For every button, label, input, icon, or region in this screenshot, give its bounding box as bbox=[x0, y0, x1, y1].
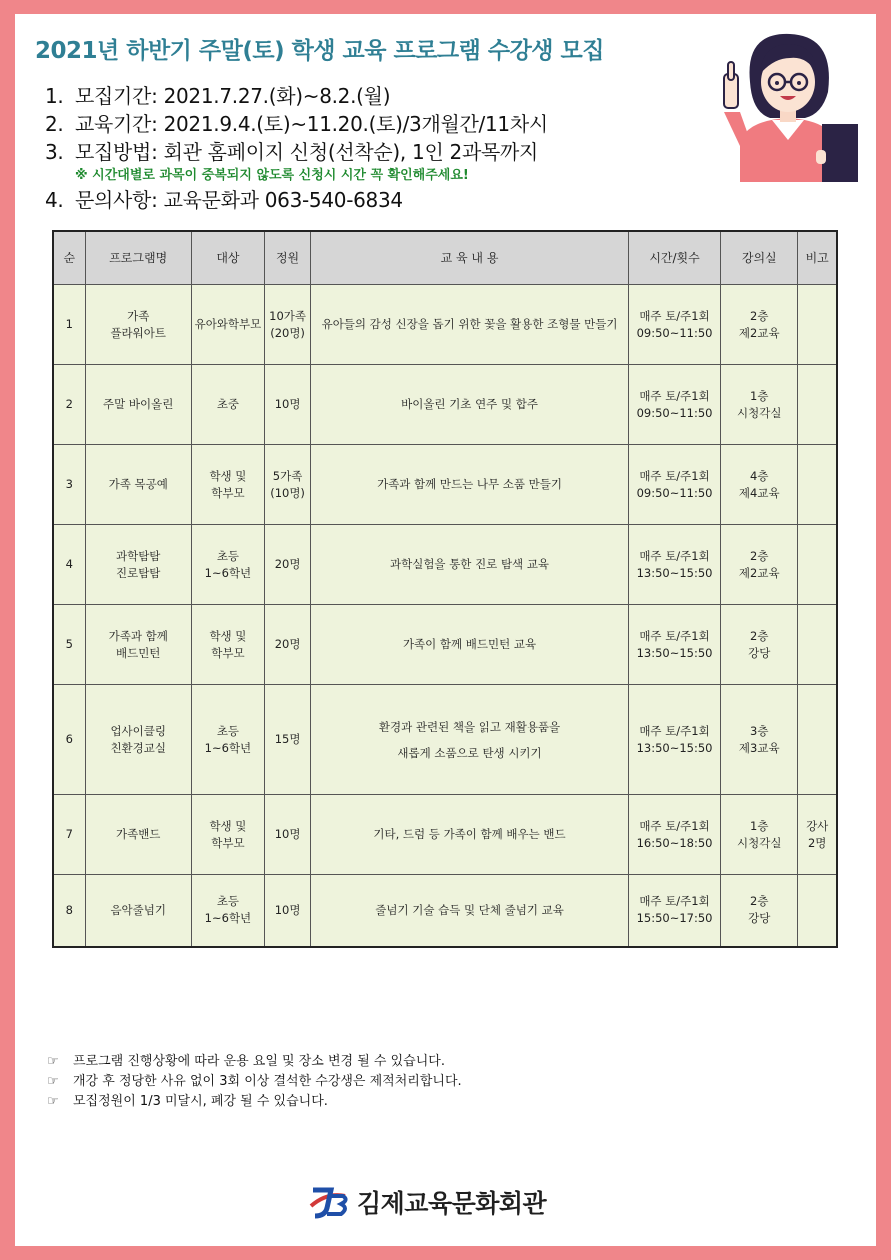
page-title: 2021년 하반기 주말(토) 학생 교육 프로그램 수강생 모집 bbox=[35, 38, 604, 64]
table-row bbox=[53, 685, 837, 795]
program-table bbox=[52, 230, 838, 948]
table-row bbox=[53, 795, 837, 875]
header-capacity: 정원 bbox=[265, 231, 311, 285]
info-period: 1. 모집기간: 2021.7.27.(화)~8.2.(월) bbox=[45, 84, 391, 108]
info-education: 2. 교육기간: 2021.9.4.(토)~11.20.(토)/3개월간/11차시 bbox=[45, 112, 548, 136]
header-no: 순 bbox=[53, 231, 85, 285]
jb-logo-icon bbox=[305, 1184, 349, 1220]
cell-no: 6 bbox=[53, 685, 85, 795]
cell-name: 가족과 함께 배드민턴 bbox=[85, 605, 191, 685]
cell-time: 매주 토/주1회 09:50~11:50 bbox=[628, 285, 720, 365]
schedule-warning: ※ 시간대별로 과목이 중복되지 않도록 신청시 시간 꼭 확인해주세요! bbox=[75, 168, 469, 183]
cell-target: 학생 및 학부모 bbox=[191, 795, 264, 875]
header-time: 시간/횟수 bbox=[628, 231, 720, 285]
cell-room: 2층 강당 bbox=[721, 605, 798, 685]
pointing-hand-icon: ☞ bbox=[47, 1094, 59, 1109]
table-row bbox=[53, 525, 837, 605]
cell-note bbox=[798, 685, 837, 795]
cell-no: 4 bbox=[53, 525, 85, 605]
header-room: 강의실 bbox=[721, 231, 798, 285]
cell-time: 매주 토/주1회 13:50~15:50 bbox=[628, 685, 720, 795]
poster-page bbox=[15, 14, 876, 1246]
cell-target: 유아와학부모 bbox=[191, 285, 264, 365]
cell-room: 3층 제3교육 bbox=[721, 685, 798, 795]
cell-content: 가족이 함께 배드민턴 교육 bbox=[311, 605, 629, 685]
header-content: 교 육 내 용 bbox=[311, 231, 629, 285]
cell-target: 초등 1~6학년 bbox=[191, 685, 264, 795]
cell-note: 강사 2명 bbox=[798, 795, 837, 875]
cell-target: 학생 및 학부모 bbox=[191, 445, 264, 525]
cell-capacity: 20명 bbox=[265, 525, 311, 605]
cell-room: 2층 강당 bbox=[721, 875, 798, 947]
cell-name: 가족밴드 bbox=[85, 795, 191, 875]
cell-time: 매주 토/주1회 09:50~11:50 bbox=[628, 445, 720, 525]
cell-no: 2 bbox=[53, 365, 85, 445]
footer bbox=[305, 1182, 546, 1222]
cell-name: 가족 목공예 bbox=[85, 445, 191, 525]
cell-no: 1 bbox=[53, 285, 85, 365]
cell-content: 줄넘기 기술 습득 및 단체 줄넘기 교육 bbox=[311, 875, 629, 947]
cell-name: 음악줄넘기 bbox=[85, 875, 191, 947]
cell-note bbox=[798, 365, 837, 445]
cell-content: 가족과 함께 만드는 나무 소품 만들기 bbox=[311, 445, 629, 525]
table-row bbox=[53, 605, 837, 685]
header-note: 비고 bbox=[798, 231, 837, 285]
pointing-hand-icon: ☞ bbox=[47, 1074, 59, 1089]
cell-content: 바이올린 기초 연주 및 합주 bbox=[311, 365, 629, 445]
teacher-illustration-icon bbox=[710, 22, 860, 182]
cell-name: 주말 바이올린 bbox=[85, 365, 191, 445]
table-row bbox=[53, 445, 837, 525]
cell-note bbox=[798, 445, 837, 525]
cell-capacity: 10명 bbox=[265, 875, 311, 947]
notice-item: ☞ 프로그램 진행상황에 따라 운용 요일 및 장소 변경 될 수 있습니다. bbox=[47, 1052, 462, 1072]
cell-capacity: 10가족 (20명) bbox=[265, 285, 311, 365]
cell-time: 매주 토/주1회 09:50~11:50 bbox=[628, 365, 720, 445]
notice-item: ☞ 개강 후 정당한 사유 없이 3회 이상 결석한 수강생은 제적처리합니다. bbox=[47, 1072, 462, 1092]
cell-content: 기타, 드럼 등 가족이 함께 배우는 밴드 bbox=[311, 795, 629, 875]
table-header-row bbox=[53, 231, 837, 285]
cell-capacity: 15명 bbox=[265, 685, 311, 795]
cell-no: 8 bbox=[53, 875, 85, 947]
organization-name: 김제교육문화회관 bbox=[357, 1189, 547, 1218]
info-section bbox=[45, 82, 548, 214]
cell-note bbox=[798, 525, 837, 605]
cell-time: 매주 토/주1회 15:50~17:50 bbox=[628, 875, 720, 947]
cell-room: 1층 시청각실 bbox=[721, 795, 798, 875]
table-row bbox=[53, 285, 837, 365]
cell-no: 3 bbox=[53, 445, 85, 525]
cell-capacity: 5가족 (10명) bbox=[265, 445, 311, 525]
cell-no: 5 bbox=[53, 605, 85, 685]
notice-list bbox=[47, 1052, 462, 1112]
cell-note bbox=[798, 605, 837, 685]
cell-time: 매주 토/주1회 13:50~15:50 bbox=[628, 605, 720, 685]
pointing-hand-icon: ☞ bbox=[47, 1054, 59, 1069]
notice-item: ☞ 모집정원이 1/3 미달시, 폐강 될 수 있습니다. bbox=[47, 1092, 462, 1112]
cell-content: 유아들의 감성 신장을 돕기 위한 꽃을 활용한 조형물 만들기 bbox=[311, 285, 629, 365]
cell-no: 7 bbox=[53, 795, 85, 875]
cell-content: 환경과 관련된 책을 읽고 재활용품을 새롭게 소품으로 탄생 시키기 bbox=[311, 685, 629, 795]
cell-capacity: 10명 bbox=[265, 795, 311, 875]
info-method: 3. 모집방법: 회관 홈페이지 신청(선착순), 1인 2과목까지 bbox=[45, 140, 539, 164]
cell-note bbox=[798, 285, 837, 365]
cell-name: 업사이클링 친환경교실 bbox=[85, 685, 191, 795]
cell-target: 초등 1~6학년 bbox=[191, 875, 264, 947]
cell-note bbox=[798, 875, 837, 947]
cell-time: 매주 토/주1회 16:50~18:50 bbox=[628, 795, 720, 875]
header-name: 프로그램명 bbox=[85, 231, 191, 285]
cell-capacity: 20명 bbox=[265, 605, 311, 685]
cell-name: 과학탐탐 진로탐탐 bbox=[85, 525, 191, 605]
cell-content: 과학실험을 통한 진로 탐색 교육 bbox=[311, 525, 629, 605]
cell-capacity: 10명 bbox=[265, 365, 311, 445]
table-row bbox=[53, 365, 837, 445]
cell-room: 4층 제4교육 bbox=[721, 445, 798, 525]
cell-target: 초등 1~6학년 bbox=[191, 525, 264, 605]
cell-target: 초중 bbox=[191, 365, 264, 445]
table-row bbox=[53, 875, 837, 947]
cell-time: 매주 토/주1회 13:50~15:50 bbox=[628, 525, 720, 605]
header-target: 대상 bbox=[191, 231, 264, 285]
info-contact: 4. 문의사항: 교육문화과 063-540-6834 bbox=[45, 188, 403, 212]
cell-room: 2층 제2교육 bbox=[721, 525, 798, 605]
cell-target: 학생 및 학부모 bbox=[191, 605, 264, 685]
cell-room: 1층 시청각실 bbox=[721, 365, 798, 445]
cell-room: 2층 제2교육 bbox=[721, 285, 798, 365]
cell-name: 가족 플라워아트 bbox=[85, 285, 191, 365]
